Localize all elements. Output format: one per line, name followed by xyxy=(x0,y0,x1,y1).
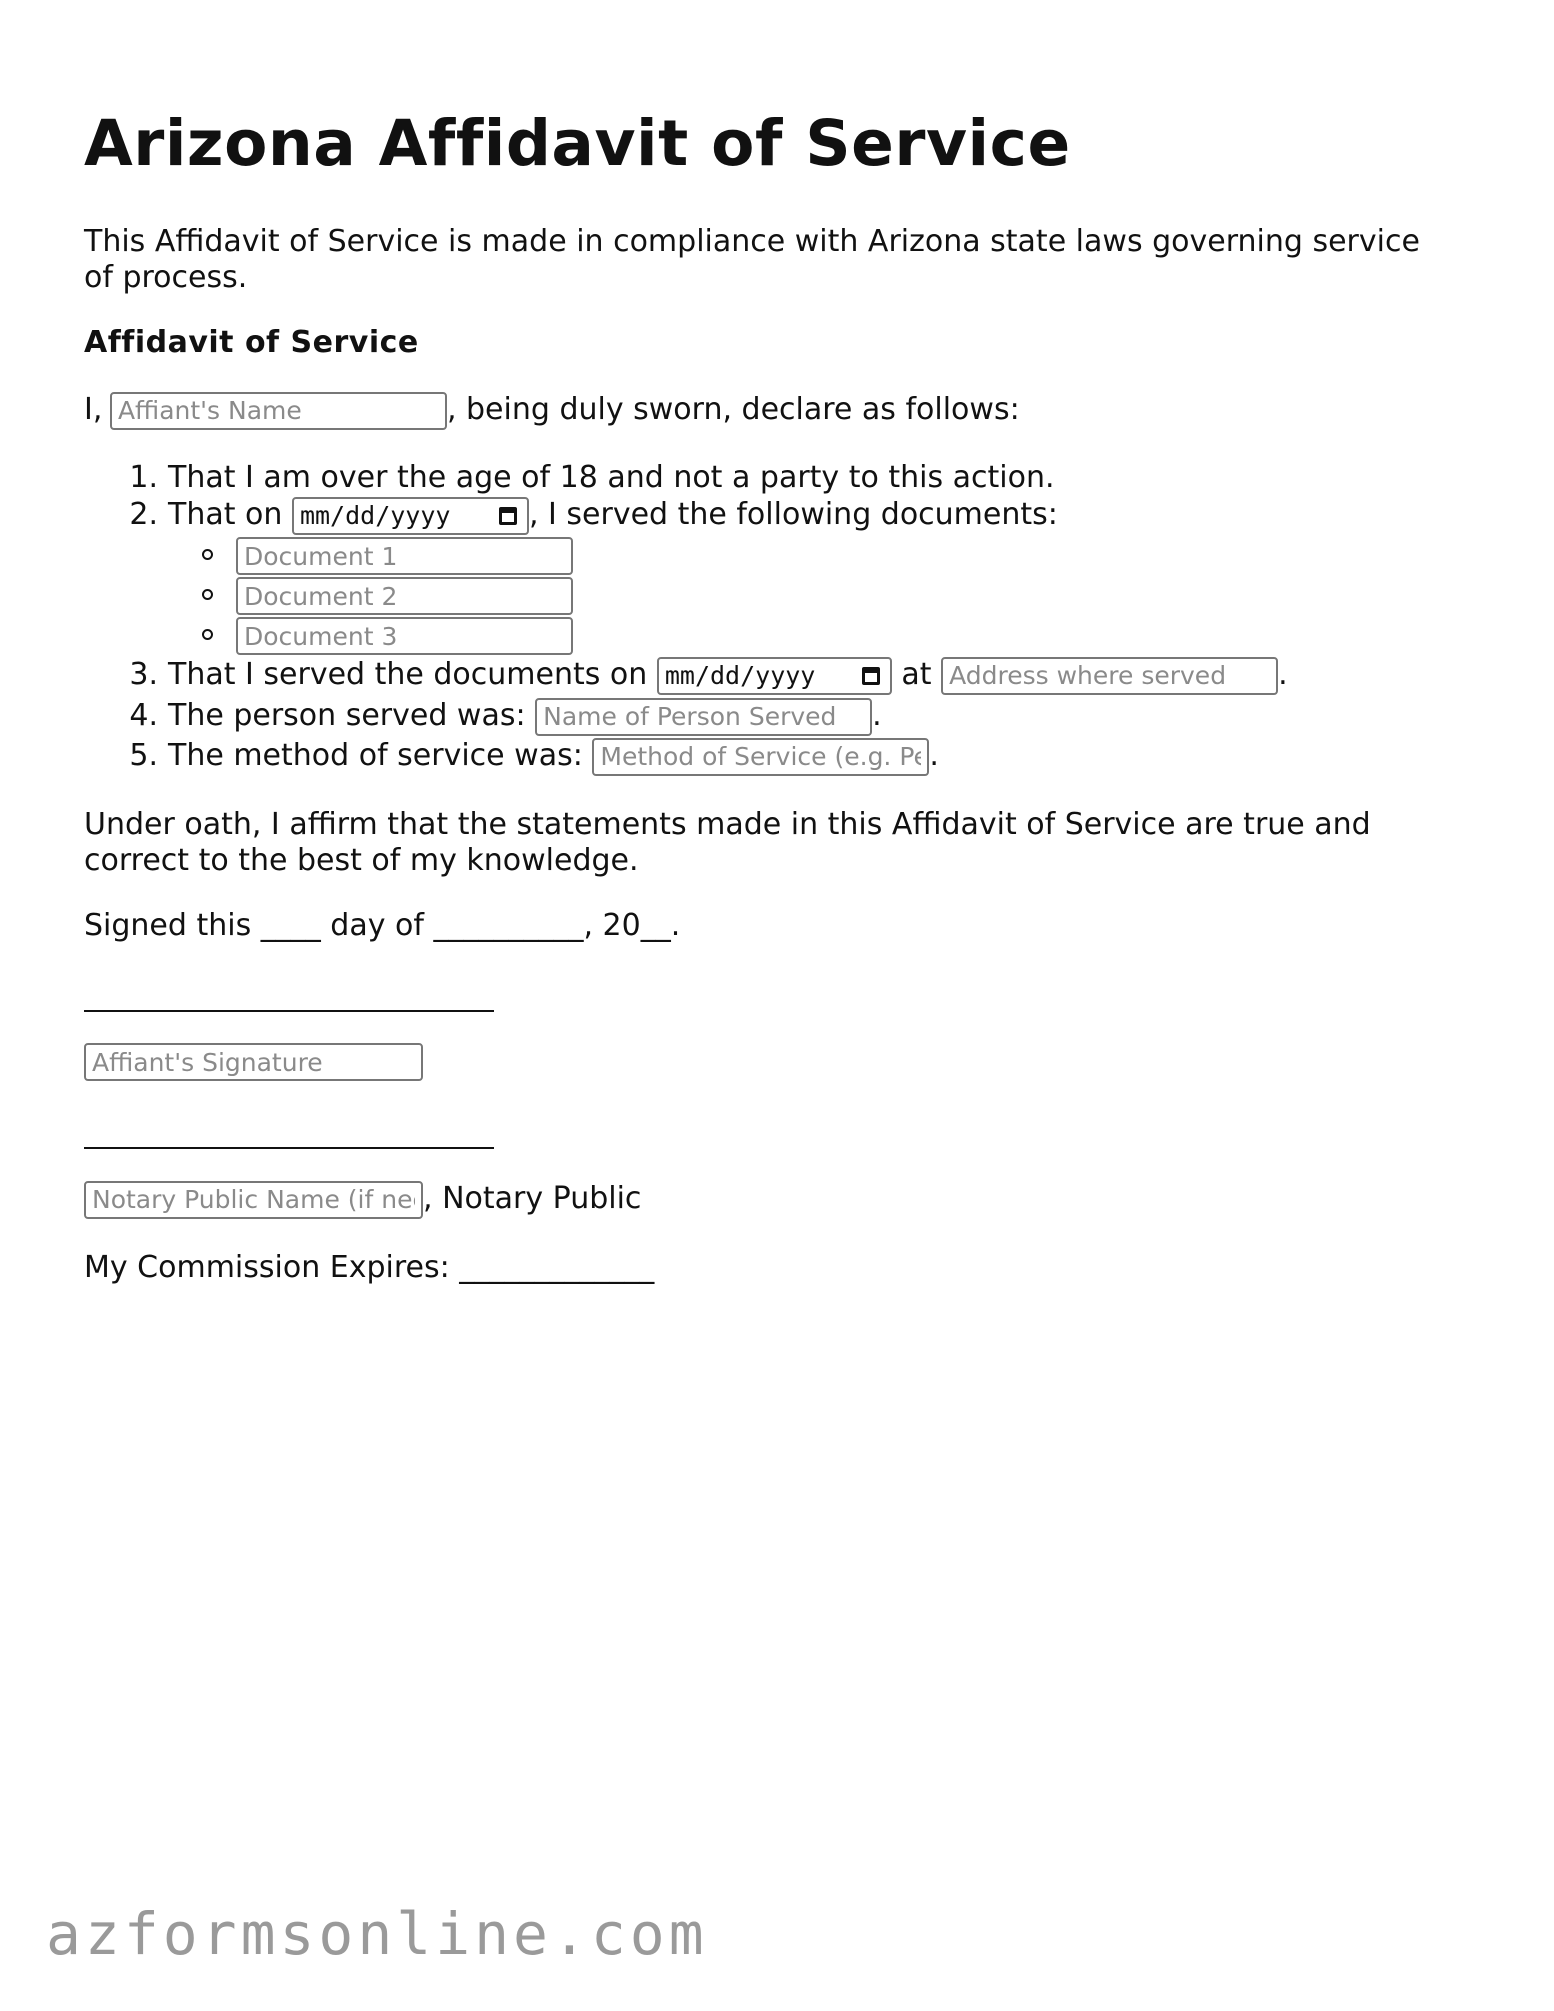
address-input[interactable] xyxy=(941,657,1278,695)
served-date-input[interactable] xyxy=(657,657,892,695)
item-3-number: 3. xyxy=(129,657,158,692)
item-4-prefix: The person served was: xyxy=(168,698,526,733)
affiant-name-input[interactable] xyxy=(110,392,447,430)
item-5 xyxy=(120,737,939,776)
oath-suffix: , being duly sworn, declare as follows: xyxy=(446,392,1020,427)
bullet-icon xyxy=(202,549,213,560)
intro-paragraph: This Affidavit of Service is made in compliance with Arizona state laws governing service of process. xyxy=(84,224,1420,295)
document-2-input[interactable] xyxy=(236,577,573,615)
notary-suffix: , Notary Public xyxy=(423,1181,642,1216)
document-1-input[interactable] xyxy=(236,537,573,575)
oath-line xyxy=(84,391,1020,430)
commission-line: My Commission Expires: _____________ xyxy=(84,1250,655,1285)
oath-prefix: I, xyxy=(84,392,103,427)
calendar-icon[interactable] xyxy=(499,507,517,525)
signature-rule xyxy=(84,1010,494,1012)
item-2-suffix: , I served the following documents: xyxy=(528,497,1058,532)
item-2-prefix: That on xyxy=(168,497,283,532)
item-3 xyxy=(120,656,1288,695)
section-heading: Affidavit of Service xyxy=(84,325,419,360)
item-1-text: That I am over the age of 18 and not a party to this action. xyxy=(168,460,1055,495)
notary-name-input[interactable] xyxy=(84,1181,423,1219)
item-4-number: 4. xyxy=(129,698,158,733)
item-4-suffix: . xyxy=(872,698,882,733)
document-3-input[interactable] xyxy=(236,617,573,655)
date-placeholder: mm/dd/yyyy xyxy=(299,500,451,530)
item-1 xyxy=(120,459,1055,497)
service-date-input[interactable] xyxy=(292,497,529,535)
item-5-suffix: . xyxy=(929,738,939,773)
calendar-icon[interactable] xyxy=(862,667,880,685)
item-3-suffix: . xyxy=(1278,657,1288,692)
item-3-prefix: That I served the documents on xyxy=(168,657,648,692)
item-2-number: 2. xyxy=(129,497,158,532)
affiant-signature-input[interactable] xyxy=(84,1043,423,1081)
affirmation-paragraph: Under oath, I affirm that the statements made in this Affidavit of Service are true and correct to the best of my knowledge. xyxy=(84,807,1371,878)
bullet-icon xyxy=(202,589,213,600)
item-2 xyxy=(120,496,1058,535)
notary-line xyxy=(84,1180,641,1219)
signed-line: Signed this ____ day of __________, 20__. xyxy=(84,908,681,943)
item-1-number: 1. xyxy=(129,460,158,495)
page-title: Arizona Affidavit of Service xyxy=(84,107,1071,180)
bullet-icon xyxy=(202,629,213,640)
item-4 xyxy=(120,697,882,736)
item-5-number: 5. xyxy=(129,738,158,773)
item-3-at: at xyxy=(901,657,932,692)
person-served-input[interactable] xyxy=(535,698,872,736)
date-placeholder: mm/dd/yyyy xyxy=(664,660,816,690)
watermark: azformsonline.com xyxy=(46,1900,708,1968)
item-5-prefix: The method of service was: xyxy=(168,738,583,773)
method-of-service-input[interactable] xyxy=(592,738,929,776)
notary-rule xyxy=(84,1147,494,1149)
